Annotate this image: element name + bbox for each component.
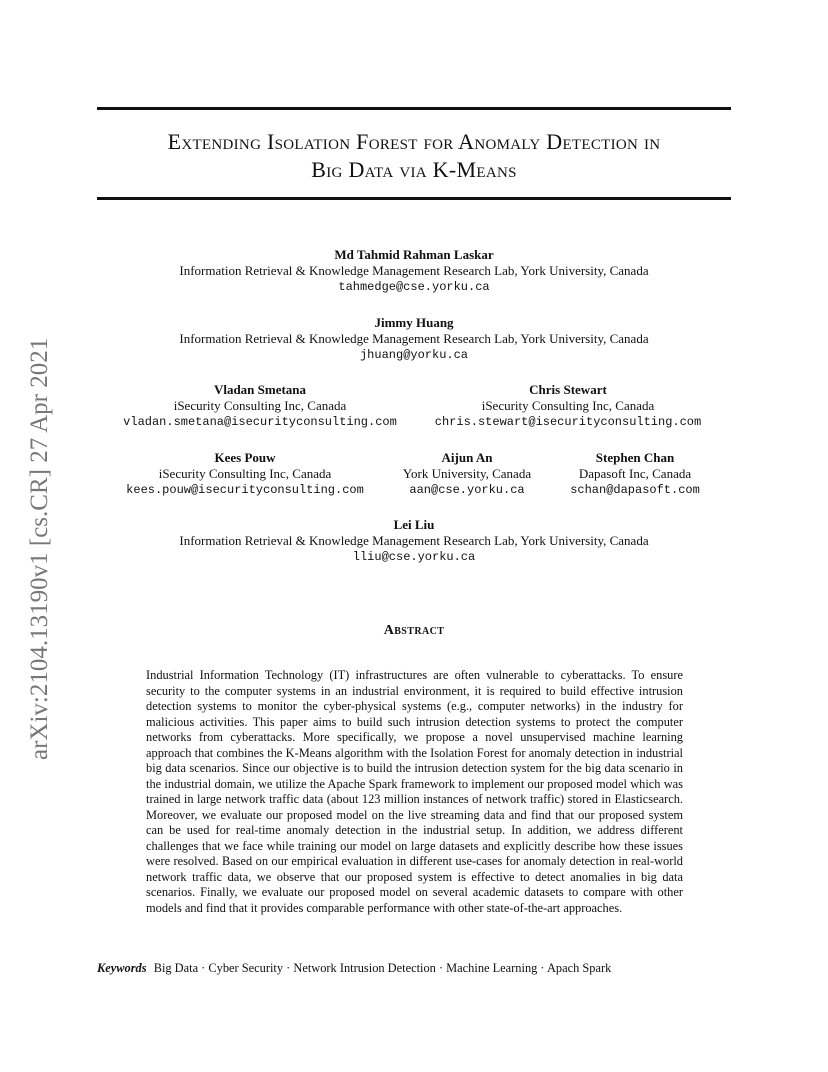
author-block (387, 450, 547, 498)
author-block (560, 450, 710, 498)
keywords-list: Big Data · Cyber Security · Network Intrusion Detection · Machine Learning · Apach Spark (153, 961, 612, 975)
abstract-heading: Abstract (383, 623, 445, 638)
author-name: Chris Stewart (529, 382, 607, 397)
title-top-rule (97, 107, 731, 110)
author-affiliation: Information Retrieval & Knowledge Management Research Lab, York University, Canada (179, 263, 649, 278)
author-name: Jimmy Huang (374, 315, 454, 330)
author-block (97, 247, 731, 295)
author-name: Aijun An (441, 450, 493, 465)
keywords-label: Keywords (97, 961, 147, 975)
author-name: Kees Pouw (214, 450, 276, 465)
title-line-1: Extending Isolation Forest for Anomaly Detection in (167, 129, 661, 154)
title-line-2: Big Data via K-Means (311, 157, 517, 182)
author-affiliation: Dapasoft Inc, Canada (578, 466, 692, 481)
author-email[interactable]: lliu@cse.yorku.ca (352, 550, 476, 564)
author-affiliation: iSecurity Consulting Inc, Canada (481, 398, 655, 413)
author-email[interactable]: vladan.smetana@isecurityconsulting.com (123, 415, 397, 429)
author-email[interactable]: tahmedge@cse.yorku.ca (338, 280, 490, 294)
author-block (105, 382, 415, 430)
author-block (115, 450, 375, 498)
author-block (97, 315, 731, 363)
author-affiliation: Information Retrieval & Knowledge Management Research Lab, York University, Canada (179, 533, 649, 548)
keywords-line (97, 961, 731, 976)
paper-title (97, 128, 731, 184)
author-email[interactable]: schan@dapasoft.com (570, 483, 700, 497)
abstract-text: Industrial Information Technology (IT) infrastructures are often vulnerable to cyberattacks. To ensure security to the computer systems in an industrial environment, it is required to build effective intrusion detection systems to monitor the cyber-physical systems (e.g., computer networks) in the industry for malicious activities. This paper aims to build such intrusion detection systems to protect the computer networks from cyberattacks. More specifically, we propose a novel unsupervised machine learning approach that combines the K-Means algorithm with the Isolation Forest for anomaly detection in industrial big data scenarios. Since our objective is to build the intrusion detection system for the big data scenario in the industrial domain, we utilize the Apache Spark framework to implement our proposed model which was trained in large network traffic data (about 123 million instances of network traffic) stored in Elasticsearch. Moreover, we evaluate our proposed model on the live streaming data and find that our proposed system can be used for real-time anomaly detection in the industrial setup. In addition, we address different challenges that we face while training our model on large datasets and explicitly describe how these issues were resolved. Based on our empirical evaluation in different use-cases for anomaly detection in real-world network traffic data, we observe that our proposed system is effective to detect anomalies in big data scenarios. Finally, we evaluate our proposed model on several academic datasets to compare with other models and find that it provides comparable performance with other state-of-the-art approaches. (146, 668, 683, 915)
author-email[interactable]: aan@cse.yorku.ca (409, 483, 525, 497)
author-name: Stephen Chan (595, 450, 675, 465)
author-email[interactable]: kees.pouw@isecurityconsulting.com (126, 483, 364, 497)
title-bottom-rule (97, 197, 731, 200)
author-name: Lei Liu (393, 517, 435, 532)
author-affiliation: York University, Canada (402, 466, 532, 481)
arxiv-identifier-stamp: arXiv:2104.13190v1 [cs.CR] 27 Apr 2021 (26, 337, 53, 760)
author-email[interactable]: jhuang@yorku.ca (359, 348, 469, 362)
author-name: Md Tahmid Rahman Laskar (334, 247, 494, 262)
author-email[interactable]: chris.stewart@isecurityconsulting.com (434, 415, 702, 429)
author-affiliation: iSecurity Consulting Inc, Canada (173, 398, 347, 413)
author-affiliation: iSecurity Consulting Inc, Canada (158, 466, 332, 481)
author-name: Vladan Smetana (213, 382, 307, 397)
author-affiliation: Information Retrieval & Knowledge Management Research Lab, York University, Canada (179, 331, 649, 346)
author-block (418, 382, 718, 430)
author-block (97, 517, 731, 565)
